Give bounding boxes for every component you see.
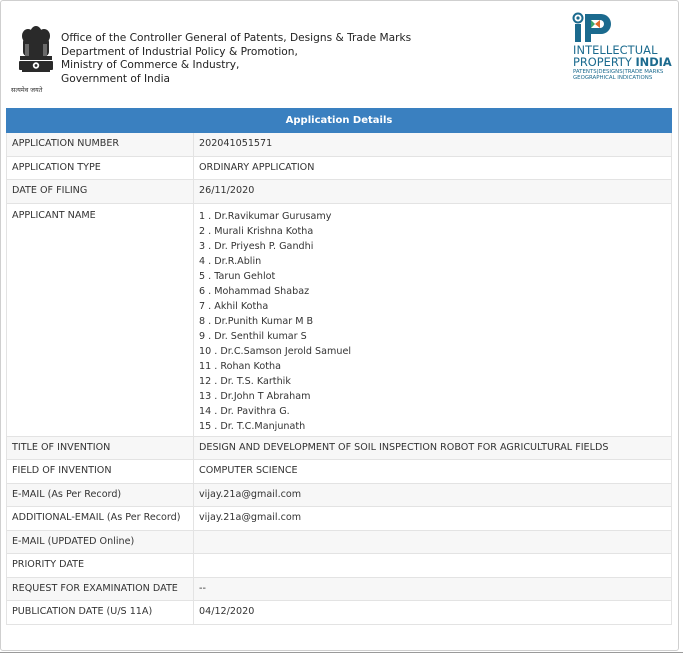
applicant-item: 2 . Murali Krishna Kotha: [199, 225, 314, 237]
row-label: DATE OF FILING: [7, 180, 194, 204]
logo-line-intellectual: INTELLECTUAL: [573, 43, 658, 57]
table-row-applicants: [7, 203, 672, 436]
logo-word-india: INDIA: [635, 55, 672, 69]
logo-tagline-line: GEOGRAPHICAL INDICATIONS: [573, 75, 653, 82]
logo-tagline: [573, 69, 663, 81]
row-value: 202041051571: [194, 133, 672, 157]
table-row: [7, 601, 672, 625]
row-value: 04/12/2020: [194, 601, 672, 625]
ip-india-logo: [571, 12, 683, 92]
applicant-item: 6 . Mohammad Shabaz: [199, 285, 310, 297]
row-label: APPLICATION NUMBER: [7, 133, 194, 157]
office-line: Department of Industrial Policy & Promotion,: [61, 45, 298, 58]
table-row: [7, 436, 672, 460]
applicant-item: 12 . Dr. T.S. Karthik: [199, 375, 291, 387]
row-label: APPLICATION TYPE: [7, 156, 194, 180]
row-value: ORDINARY APPLICATION: [194, 156, 672, 180]
applicant-item: 5 . Tarun Gehlot: [199, 270, 276, 282]
table-title: Application Details: [7, 109, 672, 133]
table-row: [7, 507, 672, 531]
row-value: [194, 554, 672, 578]
table-row: [7, 156, 672, 180]
row-value: --: [194, 577, 672, 601]
table-row: [7, 530, 672, 554]
applicant-item: 1 . Dr.Ravikumar Gurusamy: [199, 210, 332, 222]
row-label: REQUEST FOR EXAMINATION DATE: [7, 577, 194, 601]
office-address: [61, 32, 411, 86]
applicant-item: 13 . Dr.John T Abraham: [199, 390, 311, 402]
applicant-item: 15 . Dr. T.C.Manjunath: [199, 420, 306, 432]
office-line: Government of India: [61, 72, 171, 85]
applicant-item: 10 . Dr.C.Samson Jerold Samuel: [199, 345, 352, 357]
table-row: [7, 554, 672, 578]
applicant-item: 4 . Dr.R.Ablin: [199, 255, 262, 267]
logo-tagline-line: PATENTS|DESIGNS|TRADE MARKS: [573, 69, 664, 75]
application-details-table: [6, 108, 672, 625]
applicant-item: 7 . Akhil Kotha: [199, 300, 269, 312]
row-label: PUBLICATION DATE (U/S 11A): [7, 601, 194, 625]
row-value: 26/11/2020: [194, 180, 672, 204]
row-label: FIELD OF INVENTION: [7, 460, 194, 484]
logo-line-property-india: [573, 55, 672, 69]
row-label: APPLICANT NAME: [7, 203, 194, 436]
office-line: Office of the Controller General of Patents, Designs & Trade Marks: [61, 32, 412, 44]
row-label: ADDITIONAL-EMAIL (As Per Record): [7, 507, 194, 531]
applicant-item: 11 . Rohan Kotha: [199, 360, 281, 372]
office-line: Ministry of Commerce & Industry,: [61, 59, 240, 72]
table-row: [7, 577, 672, 601]
applicant-item: 3 . Dr. Priyesh P. Gandhi: [199, 240, 314, 252]
applicant-item: 14 . Dr. Pavithra G.: [199, 405, 290, 417]
row-label: E-MAIL (As Per Record): [7, 483, 194, 507]
table-row: [7, 483, 672, 507]
logo-word-property: PROPERTY: [573, 55, 636, 69]
table-row: [7, 133, 672, 157]
page-header: [8, 10, 670, 102]
bottom-divider: [0, 652, 683, 653]
applicant-list: [194, 203, 672, 436]
ip-india-mark-icon: [571, 12, 615, 44]
row-value: vijay.21a@gmail.com: [194, 483, 672, 507]
row-value: vijay.21a@gmail.com: [194, 507, 672, 531]
table-row: [7, 460, 672, 484]
row-value: DESIGN AND DEVELOPMENT OF SOIL INSPECTION ROBOT FOR AGRICULTURAL FIELDS: [194, 436, 672, 460]
applicant-item: 8 . Dr.Punith Kumar M B: [199, 315, 314, 327]
row-label: TITLE OF INVENTION: [7, 436, 194, 460]
row-label: E-MAIL (UPDATED Online): [7, 530, 194, 554]
emblem-caption: सत्यमेव जयते: [11, 86, 43, 94]
row-value: COMPUTER SCIENCE: [194, 460, 672, 484]
applicant-item: 9 . Dr. Senthil kumar S: [199, 330, 307, 342]
row-value: [194, 530, 672, 554]
table-row: [7, 180, 672, 204]
row-label: PRIORITY DATE: [7, 554, 194, 578]
